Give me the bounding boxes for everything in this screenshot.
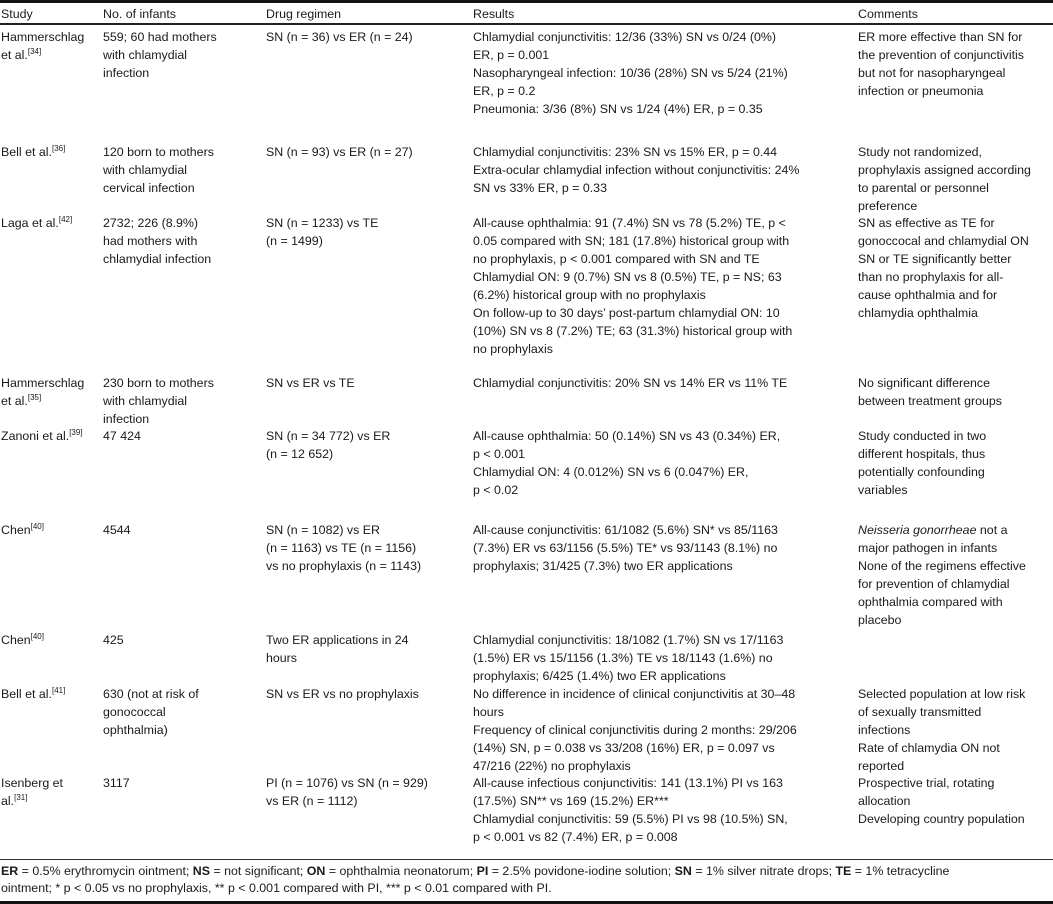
study-name: Chen[40] (1, 631, 44, 647)
cell-line: SN (n = 1082) vs ER (266, 522, 380, 537)
cell-line: SN (n = 93) vs ER (n = 27) (266, 144, 413, 159)
cell-line: Nasopharyngeal infection: 10/36 (28%) SN vs 5/24 (21%) (473, 65, 788, 80)
study-name: et al.[35] (1, 392, 42, 408)
cell-line: cervical infection (103, 180, 195, 195)
cell-line: Pneumonia: 3/36 (8%) SN vs 1/24 (4%) ER, p = 0.35 (473, 101, 763, 116)
cell-line: SN vs 33% ER, p = 0.33 (473, 180, 607, 195)
cell-line: different hospitals, thus (858, 446, 986, 461)
abbr-term: TE (835, 863, 852, 878)
cell-line: None of the regimens effective (858, 558, 1026, 573)
cell-comments (857, 631, 1052, 682)
species-name: Neisseria gonorrheae (858, 522, 977, 537)
cell-line: ER more effective than SN for (858, 29, 1023, 44)
cell-line: SN (n = 36) vs ER (n = 24) (266, 29, 413, 44)
table-row (0, 682, 1053, 771)
cell-results (472, 521, 857, 628)
cell-line: No difference in incidence of clinical conjunctivitis at 30–48 (473, 686, 796, 701)
table-row (0, 140, 1053, 211)
cell-line: Chlamydial ON: 4 (0.012%) SN vs 6 (0.047%) ER, (473, 464, 749, 479)
cell-line: major pathogen in infants (858, 540, 998, 555)
cell-infants (102, 774, 265, 859)
cell-line: 630 (not at risk of (103, 686, 199, 701)
cell-line: SN vs ER vs no prophylaxis (266, 686, 419, 701)
footnote-significance: ointment; * p < 0.05 vs no prophylaxis, ** p < 0.001 compared with PI, *** p < 0.01 compared with PI. (1, 880, 552, 895)
cell-line: SN or TE significantly better (858, 251, 1012, 266)
cell-line: 120 born to mothers (103, 144, 214, 159)
cell-results (472, 28, 857, 140)
cell-results (472, 427, 857, 518)
cell-line: Chlamydial ON: 9 (0.7%) SN vs 8 (0.5%) TE, p = NS; 63 (473, 269, 782, 284)
cell-line: All-cause ophthalmia: 91 (7.4%) SN vs 78 (5.2%) TE, p < (473, 215, 786, 230)
cell-comments (857, 521, 1052, 628)
cell-line: with chlamydial (103, 393, 188, 408)
citation-ref: [36] (51, 143, 66, 153)
cell-line: with chlamydial (103, 47, 188, 62)
citation-ref: [35] (27, 392, 42, 402)
cell-line: Chlamydial conjunctivitis: 18/1082 (1.7%) SN vs 17/1163 (473, 632, 784, 647)
cell-line: than no prophylaxis for all- (858, 269, 1004, 284)
abbr-term: ER (1, 863, 19, 878)
cell-infants (102, 374, 265, 424)
table-header (0, 3, 1053, 23)
header-study: Study (1, 7, 33, 21)
cell-line: (n = 1163) vs TE (n = 1156) (266, 540, 417, 555)
cell-line: All-cause conjunctivitis: 61/1082 (5.6%) SN* vs 85/1163 (473, 522, 778, 537)
cell-study (0, 28, 102, 140)
cell-line: the prevention of conjunctivitis (858, 47, 1024, 62)
table-row (0, 518, 1053, 628)
cell-line: Chlamydial conjunctivitis: 23% SN vs 15% ER, p = 0.44 (473, 144, 778, 159)
cell-line: 230 born to mothers (103, 375, 214, 390)
cell-line: reported (858, 758, 905, 773)
table-footnote (0, 860, 1053, 901)
cell-regimen (265, 774, 472, 859)
citation-ref: [40] (30, 521, 44, 531)
cell-line: infections (858, 722, 911, 737)
cell-line: On follow-up to 30 days’ post-partum chlamydial ON: 10 (473, 305, 780, 320)
cell-study (0, 631, 102, 682)
citation-ref: [31] (14, 792, 28, 802)
table-row (0, 211, 1053, 371)
cell-line: hours (473, 704, 504, 719)
cell-line: SN vs ER vs TE (266, 375, 355, 390)
cell-regimen (265, 521, 472, 628)
table-row (0, 25, 1053, 140)
table-body (0, 25, 1053, 859)
cell-infants (102, 521, 265, 628)
cell-comments (857, 774, 1052, 859)
cell-results (472, 685, 857, 771)
cell-line: (n = 12 652) (266, 446, 334, 461)
footnote-abbreviations: ER = 0.5% erythromycin ointment; NS = not significant; ON = ophthalmia neonatorum; PI = 2.5% povidone-iodine solution; SN = 1% silver nitrate drops; TE = 1% tetracycline (1, 863, 950, 878)
table-bottom-rule (0, 901, 1053, 904)
header-results: Results (473, 7, 515, 21)
table-row (0, 424, 1053, 518)
cell-line: no prophylaxis, p < 0.001 compared with SN and TE (473, 251, 760, 266)
cell-line: All-cause infectious conjunctivitis: 141 (13.1%) PI vs 163 (473, 775, 783, 790)
cell-line: ophthalmia) (103, 722, 168, 737)
study-name: Bell et al.[36] (1, 143, 66, 159)
cell-line: placebo (858, 612, 902, 627)
cell-regimen (265, 214, 472, 371)
cell-regimen (265, 631, 472, 682)
cell-line: chlamydial infection (103, 251, 212, 266)
cell-comments (857, 28, 1052, 140)
cell-line: vs ER (n = 1112) (266, 793, 358, 808)
cell-comments (857, 214, 1052, 371)
cell-infants (102, 28, 265, 140)
cell-line: p < 0.02 (473, 482, 519, 497)
cell-study (0, 427, 102, 518)
cell-infants (102, 631, 265, 682)
cell-line: but not for nasopharyngeal (858, 65, 1006, 80)
cell-study (0, 214, 102, 371)
cell-line: infection or pneumonia (858, 83, 984, 98)
cell-line: hours (266, 650, 297, 665)
cell-line: of sexually transmitted (858, 704, 982, 719)
header-comments: Comments (858, 7, 918, 21)
cell-line: for prevention of chlamydial (858, 576, 1010, 591)
cell-line: SN (n = 34 772) vs ER (266, 428, 391, 443)
cell-line: Study conducted in two (858, 428, 987, 443)
cell-line: 4544 (103, 522, 131, 537)
cell-line: (1.5%) ER vs 15/1156 (1.3%) TE vs 18/1143 (1.6%) no (473, 650, 773, 665)
study-name: Chen[40] (1, 521, 44, 537)
cell-infants (102, 214, 265, 371)
cell-line: 559; 60 had mothers (103, 29, 217, 44)
cell-line: variables (858, 482, 908, 497)
cell-line: PI (n = 1076) vs SN (n = 929) (266, 775, 428, 790)
cell-line: SN as effective as TE for (858, 215, 995, 230)
cell-line: 3117 (103, 775, 130, 790)
cell-line: 425 (103, 632, 124, 647)
study-name: Laga et al.[42] (1, 214, 73, 230)
citation-ref: [39] (69, 427, 83, 437)
cell-line: (10%) SN vs 8 (7.2%) TE; 63 (31.3%) historical group with (473, 323, 793, 338)
cell-line: Prospective trial, rotating (858, 775, 995, 790)
abbr-term: NS (192, 863, 211, 878)
cell-line: (6.2%) historical group with no prophylaxis (473, 287, 706, 302)
abbr-term: SN (674, 863, 692, 878)
cell-line: gonoccocal and chlamydial ON (858, 233, 1029, 248)
citation-ref: [34] (27, 46, 42, 56)
cell-line: (n = 1499) (266, 233, 323, 248)
cell-results (472, 631, 857, 682)
study-name: al.[31] (1, 792, 28, 808)
cell-results (472, 143, 857, 211)
abbr-term: PI (476, 863, 489, 878)
cell-study (0, 521, 102, 628)
cell-line: Two ER applications in 24 (266, 632, 409, 647)
cell-line: (14%) SN, p = 0.038 vs 33/208 (16%) ER, p = 0.097 vs (473, 740, 775, 755)
cell-line: preference (858, 198, 918, 213)
cell-line: All-cause ophthalmia: 50 (0.14%) SN vs 43 (0.34%) ER, (473, 428, 781, 443)
cell-line: cause ophthalmia and for (858, 287, 998, 302)
cell-line: Frequency of clinical conjunctivitis during 2 months: 29/206 (473, 722, 797, 737)
cell-study (0, 685, 102, 771)
cell-line: Study not randomized, (858, 144, 982, 159)
citation-ref: [41] (51, 685, 66, 695)
cell-regimen (265, 143, 472, 211)
cell-line: between treatment groups (858, 393, 1002, 408)
citation-ref: [42] (58, 214, 73, 224)
cell-line: No significant difference (858, 375, 991, 390)
cell-line: ophthalmia compared with (858, 594, 1003, 609)
cell-results (472, 774, 857, 859)
cell-results (472, 214, 857, 371)
cell-regimen (265, 374, 472, 424)
cell-line: Neisseria gonorrheae not a (858, 522, 1008, 537)
header-infants: No. of infants (103, 7, 177, 21)
cell-line: Chlamydial conjunctivitis: 12/36 (33%) SN vs 0/24 (0%) (473, 29, 777, 44)
study-name: Isenberg et (1, 775, 63, 790)
cell-study (0, 774, 102, 859)
cell-line: no prophylaxis (473, 341, 553, 356)
cell-line: SN (n = 1233) vs TE (266, 215, 379, 230)
cell-study (0, 374, 102, 424)
study-name: Hammerschlag (1, 29, 85, 44)
cell-line: potentially confounding (858, 464, 985, 479)
cell-comments (857, 143, 1052, 211)
table-row (0, 628, 1053, 682)
table-row (0, 371, 1053, 424)
cell-line: Extra-ocular chlamydial infection without conjunctivitis: 24% (473, 162, 800, 177)
study-name: Bell et al.[41] (1, 685, 66, 701)
cell-line: prophylaxis assigned according (858, 162, 1031, 177)
cell-line: chlamydia ophthalmia (858, 305, 978, 320)
cell-line: infection (103, 65, 150, 80)
cell-infants (102, 427, 265, 518)
cell-line: Selected population at low risk (858, 686, 1026, 701)
cell-line: 0.05 compared with SN; 181 (17.8%) historical group with (473, 233, 790, 248)
cell-study (0, 143, 102, 211)
cell-line: ER, p = 0.001 (473, 47, 550, 62)
cell-regimen (265, 427, 472, 518)
abbr-term: ON (306, 863, 326, 878)
cell-line: Chlamydial conjunctivitis: 59 (5.5%) PI vs 98 (10.5%) SN, (473, 811, 788, 826)
cell-line: infection (103, 411, 150, 426)
cell-line: with chlamydial (103, 162, 188, 177)
cell-line: p < 0.001 (473, 446, 526, 461)
header-regimen: Drug regimen (266, 7, 342, 21)
cell-results (472, 374, 857, 424)
cell-line: Chlamydial conjunctivitis: 20% SN vs 14% ER vs 11% TE (473, 375, 788, 390)
study-name: et al.[34] (1, 46, 42, 62)
cell-line: 2732; 226 (8.9%) (103, 215, 199, 230)
cell-comments (857, 427, 1052, 518)
cell-line: Rate of chlamydia ON not (858, 740, 1000, 755)
cell-line: prophylaxis; 6/425 (1.4%) two ER applications (473, 668, 726, 683)
cell-infants (102, 143, 265, 211)
cell-line: to parental or personnel (858, 180, 989, 195)
cell-line: (7.3%) ER vs 63/1156 (5.5%) TE* vs 93/1143 (8.1%) no (473, 540, 778, 555)
cell-line: Developing country population (858, 811, 1025, 826)
table-row (0, 771, 1053, 859)
study-name: Zanoni et al.[39] (1, 427, 83, 443)
cell-infants (102, 685, 265, 771)
cell-line: allocation (858, 793, 911, 808)
cell-line: vs no prophylaxis (n = 1143) (266, 558, 422, 573)
cell-line: (17.5%) SN** vs 169 (15.2%) ER*** (473, 793, 669, 808)
cell-line: had mothers with (103, 233, 198, 248)
cell-line: gonococcal (103, 704, 166, 719)
cell-line: 47 424 (103, 428, 141, 443)
cell-comments (857, 685, 1052, 771)
citation-ref: [40] (30, 631, 44, 641)
cell-regimen (265, 28, 472, 140)
cell-line: p < 0.001 vs 82 (7.4%) ER, p = 0.008 (473, 829, 678, 844)
cell-line: 47/216 (22%) no prophylaxis (473, 758, 631, 773)
cell-comments (857, 374, 1052, 424)
cell-regimen (265, 685, 472, 771)
study-name: Hammerschlag (1, 375, 85, 390)
cell-line: prophylaxis; 31/425 (7.3%) two ER applications (473, 558, 733, 573)
cell-line: ER, p = 0.2 (473, 83, 536, 98)
